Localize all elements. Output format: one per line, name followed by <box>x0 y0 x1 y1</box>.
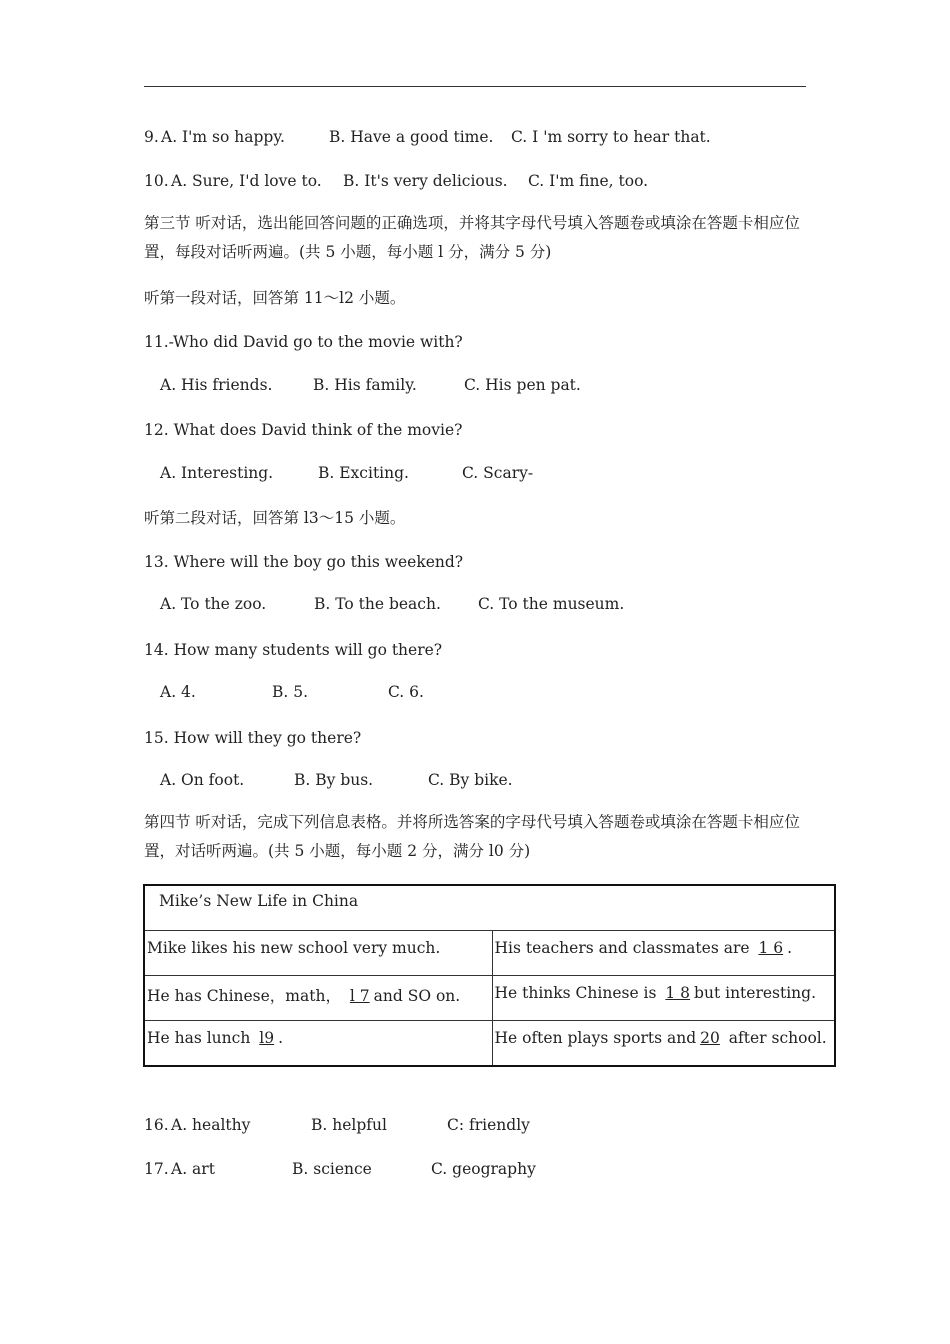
option-c: C. I'm fine, too. <box>528 172 649 190</box>
option-a: A. healthy <box>171 1116 251 1134</box>
cell-text: His teachers and classmates are <box>494 938 755 957</box>
option-b: B. Have a good time. <box>329 128 494 146</box>
option-a: A. Sure, I'd love to. <box>171 172 322 190</box>
cell-text: . <box>787 938 793 957</box>
info-table <box>143 884 836 1067</box>
cell-text: after school. <box>723 1029 827 1048</box>
question-number: 10. <box>144 172 169 190</box>
section-4-instructions: 第四节 听对话，完成下列信息表格。并将所选答案的字母代号填入答题卷或填涂在答题卡相应位置，对话听两遍。(共 5 小题，每小题 2 分，满分 l0 分) <box>144 813 800 860</box>
answer-blank-20: 20 <box>700 1029 720 1048</box>
table-cell <box>492 930 835 975</box>
cell-text: but interesting. <box>694 984 817 1002</box>
option-a: A. art <box>171 1160 215 1178</box>
q13-option-a: A. To the zoo. <box>160 595 267 613</box>
cell-text: He has Chinese，math， <box>147 987 346 1005</box>
table-cell <box>492 976 835 1021</box>
question-12-stem: 12. What does David think of the movie? <box>144 421 463 439</box>
q13-option-c: C. To the museum. <box>478 595 625 613</box>
cell-text: Mike likes his new school very much. <box>147 938 441 957</box>
question-number: 16. <box>144 1116 169 1134</box>
q12-option-c: C. Scary- <box>462 464 534 482</box>
table-cell <box>144 930 492 975</box>
q15-option-c: C. By bike. <box>428 771 513 789</box>
answer-blank-16: 1 6 <box>758 938 784 957</box>
dialogue-2-heading: 听第二段对话，回答第 l3～15 小题。 <box>144 509 406 527</box>
question-number: 17. <box>144 1160 169 1178</box>
section-3-instructions: 第三节 听对话，选出能回答问题的正确选项，并将其字母代号填入答题卷或填涂在答题卡相应位置，每段对话听两遍。(共 5 小题，每小题 l 分，满分 5 分) <box>144 214 800 261</box>
q14-option-c: C. 6. <box>388 683 424 701</box>
cell-text: He has lunch <box>147 1029 256 1048</box>
cell-text: and SO on. <box>373 987 461 1005</box>
question-11-stem: 11.-Who did David go to the movie with? <box>144 333 463 351</box>
cell-text: He often plays sports and <box>494 1029 697 1048</box>
question-14-stem: 14. How many students will go there? <box>144 641 443 659</box>
q14-option-b: B. 5. <box>272 683 309 701</box>
q11-option-c: C. His pen pat. <box>464 376 581 394</box>
dialogue-1-heading: 听第一段对话，回答第 11～l2 小题。 <box>144 289 406 307</box>
table-cell <box>144 976 492 1021</box>
question-number: 9. <box>144 128 159 146</box>
answer-blank-19: l9 <box>259 1029 275 1048</box>
q14-option-a: A. 4. <box>160 683 196 701</box>
option-a: A. I'm so happy. <box>161 128 285 146</box>
cell-text: . <box>278 1029 284 1048</box>
cell-text: He thinks Chinese is <box>494 984 662 1002</box>
option-c: C: friendly <box>447 1116 530 1134</box>
option-b: B. helpful <box>311 1116 387 1134</box>
question-13-stem: 13. Where will the boy go this weekend? <box>144 553 464 571</box>
q12-option-a: A. Interesting. <box>160 464 274 482</box>
q11-option-b: B. His family. <box>313 376 417 394</box>
option-c: C. geography <box>431 1160 536 1178</box>
table-cell <box>144 1021 492 1066</box>
option-b: B. It's very delicious. <box>343 172 508 190</box>
question-15-stem: 15. How will they go there? <box>144 729 362 747</box>
q13-option-b: B. To the beach. <box>314 595 441 613</box>
option-c: C. I 'm sorry to hear that. <box>511 128 711 146</box>
q15-option-b: B. By bus. <box>294 771 374 789</box>
table-title: Mike’s New Life in China <box>144 885 835 930</box>
answer-blank-17: l 7 <box>349 987 370 1005</box>
option-b: B. science <box>292 1160 372 1178</box>
header-rule <box>144 86 806 87</box>
q12-option-b: B. Exciting. <box>318 464 409 482</box>
answer-blank-18: 1 8 <box>665 984 691 1002</box>
q11-option-a: A. His friends. <box>160 376 273 394</box>
q15-option-a: A. On foot. <box>160 771 245 789</box>
table-cell <box>492 1021 835 1066</box>
